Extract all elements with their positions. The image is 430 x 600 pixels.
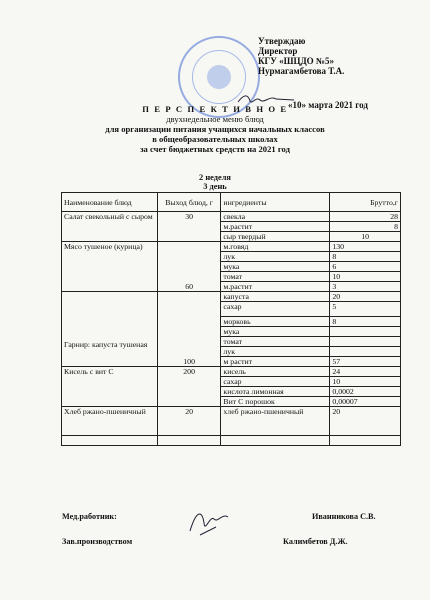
ingredient-gross: 28 (330, 212, 401, 222)
title-line-3: в общеобразовательных школах (152, 134, 278, 144)
med-worker-name: Иванникова С.В. (312, 512, 376, 521)
ingredient-name: томат (221, 337, 330, 347)
dish-yield: 60 (157, 242, 221, 292)
ingredient-name: Вит С порошок (221, 397, 330, 407)
empty-cell (221, 436, 330, 446)
ingredient-gross: 0,00007 (330, 397, 401, 407)
title-line-4: за счет бюджетных средств на 2021 год (140, 144, 290, 154)
ingredient-name: м.растит (221, 222, 330, 232)
approval-line-1: Утверждаю (258, 36, 306, 46)
production-head-label: Зав.производством (62, 537, 133, 546)
ingredient-gross: 6 (330, 262, 401, 272)
week-label: 2 неделя (199, 173, 231, 182)
ingredient-gross: 10 (330, 377, 401, 387)
med-worker-label: Мед.работник: (62, 512, 117, 521)
header-gross: Брутто,г (330, 193, 401, 212)
ingredient-name: сахар (221, 302, 330, 317)
empty-cell (330, 436, 401, 446)
ingredient-gross: 130 (330, 242, 401, 252)
approval-line-3: КГУ «ШЦДО №5» (258, 56, 334, 66)
ingredient-name: кислота лимонная (221, 387, 330, 397)
table-row (62, 367, 401, 377)
table-row-empty (62, 436, 401, 446)
week-day-label (0, 173, 430, 191)
production-head-name: Калимбетов Д.Ж. (283, 537, 348, 546)
dish-yield: 100 (157, 292, 221, 367)
ingredient-name: морковь (221, 317, 330, 327)
dish-name: Гарнир: капуста тушеная (62, 292, 158, 367)
ingredient-name: м растит (221, 357, 330, 367)
ingredient-name: хлеб ржано-пшеничный (221, 407, 330, 436)
dish-yield: 20 (157, 407, 221, 436)
ingredient-name: мука (221, 327, 330, 337)
ingredient-name: капуста (221, 292, 330, 302)
ingredient-gross: 10 (330, 272, 401, 282)
table-row (62, 407, 401, 436)
ingredient-name: сыр твердый (221, 232, 330, 242)
day-label: 3 день (203, 182, 227, 191)
approval-line-4: Нурмагамбетова Т.А. (258, 66, 345, 76)
header-yield: Выход блюд, г (157, 193, 221, 212)
ingredient-gross: 8 (330, 317, 401, 327)
ingredient-gross: 10 (330, 232, 401, 242)
ingredient-gross (330, 337, 401, 347)
table-header-row (62, 193, 401, 212)
title-main: П Е Р С П Е К Т И В Н О Е (142, 104, 288, 114)
ingredient-gross: 57 (330, 357, 401, 367)
ingredient-gross (330, 327, 401, 337)
ingredient-gross: 20 (330, 292, 401, 302)
dish-name: Хлеб ржано-пшеничный (62, 407, 158, 436)
title-line-2: для организации питания учащихся начальных классов (105, 124, 325, 134)
ingredient-gross: 8 (330, 222, 401, 232)
table-row (62, 242, 401, 252)
dish-name: Мясо тушеное (курица) (62, 242, 158, 292)
seal-emblem (207, 65, 231, 89)
ingredient-name: лук (221, 347, 330, 357)
table-row (62, 212, 401, 222)
ingredient-name: м.говяд (221, 242, 330, 252)
ingredient-gross: 0,0002 (330, 387, 401, 397)
header-ingredients: ингредиенты (221, 193, 330, 212)
menu-table (61, 192, 401, 446)
empty-cell (62, 436, 158, 446)
ingredient-gross: 3 (330, 282, 401, 292)
ingredient-name: лук (221, 252, 330, 262)
approval-date: «10» марта 2021 год (288, 100, 368, 110)
staff-signature (186, 505, 232, 539)
ingredient-gross: 5 (330, 302, 401, 317)
empty-cell (157, 436, 221, 446)
document-title (0, 104, 430, 154)
dish-yield: 30 (157, 212, 221, 242)
ingredient-gross: 8 (330, 252, 401, 262)
table-row (62, 292, 401, 302)
dish-yield: 200 (157, 367, 221, 407)
title-sub: двухнедельное меню блюд (166, 114, 264, 124)
ingredient-name: сахар (221, 377, 330, 387)
approval-line-2: Директор (258, 46, 298, 56)
header-dish: Наименование блюд (62, 193, 158, 212)
ingredient-name: кисель (221, 367, 330, 377)
ingredient-name: мука (221, 262, 330, 272)
ingredient-gross (330, 347, 401, 357)
dish-name: Салат свекольный с сыром (62, 212, 158, 242)
ingredient-gross: 24 (330, 367, 401, 377)
dish-name: Кисель с вит С (62, 367, 158, 407)
ingredient-name: томат (221, 272, 330, 282)
ingredient-name: свекла (221, 212, 330, 222)
ingredient-name: м.растит (221, 282, 330, 292)
ingredient-gross: 20 (330, 407, 401, 436)
